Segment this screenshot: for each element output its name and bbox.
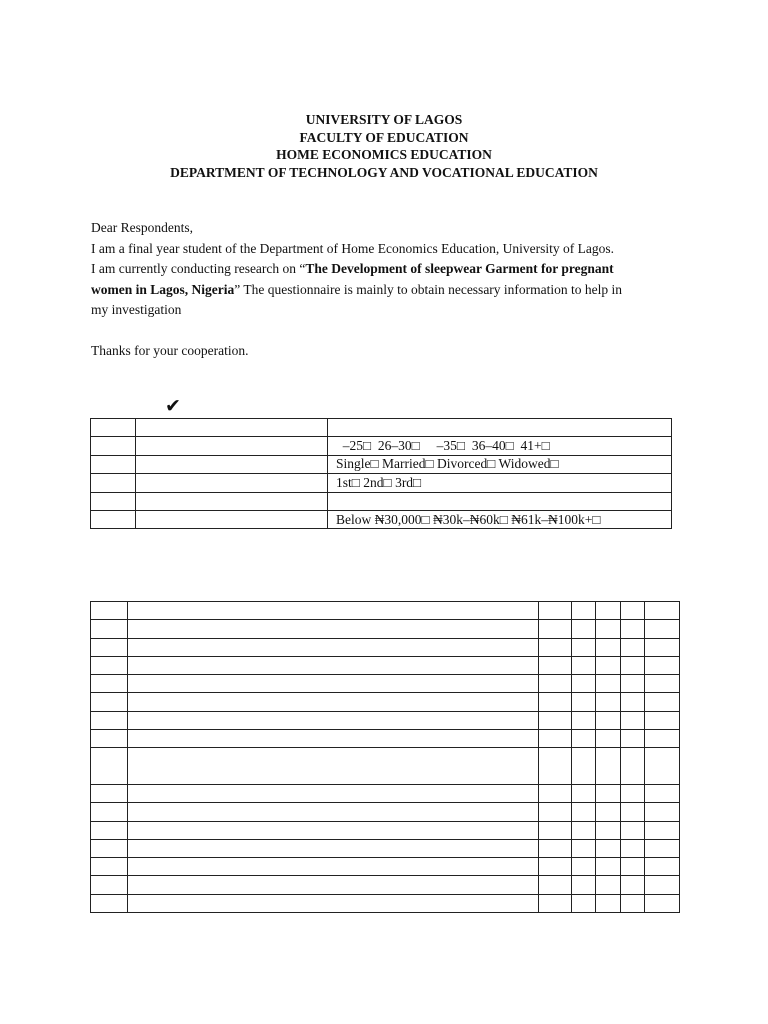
rating-cell[interactable] bbox=[596, 656, 621, 674]
rating-cell[interactable] bbox=[621, 656, 645, 674]
rating-cell[interactable] bbox=[539, 711, 572, 729]
faculty-name: FACULTY OF EDUCATION bbox=[299, 129, 469, 145]
table-row bbox=[91, 455, 672, 473]
table-cell bbox=[128, 748, 539, 785]
rating-cell[interactable] bbox=[645, 602, 680, 620]
table-cell bbox=[128, 711, 539, 729]
rating-cell[interactable] bbox=[596, 821, 621, 839]
rating-cell[interactable] bbox=[645, 858, 680, 876]
table-cell bbox=[128, 858, 539, 876]
table-row bbox=[91, 803, 680, 821]
table-cell bbox=[91, 803, 128, 821]
table-row bbox=[91, 711, 680, 729]
table-cell bbox=[128, 876, 539, 894]
rating-cell[interactable] bbox=[572, 876, 596, 894]
rating-cell[interactable] bbox=[539, 748, 572, 785]
table-cell bbox=[91, 876, 128, 894]
program-name: HOME ECONOMICS EDUCATION bbox=[276, 147, 492, 162]
table-cell bbox=[91, 510, 136, 528]
rating-cell[interactable] bbox=[621, 858, 645, 876]
rating-cell[interactable] bbox=[645, 803, 680, 821]
rating-cell[interactable] bbox=[572, 748, 596, 785]
rating-cell[interactable] bbox=[596, 839, 621, 857]
rating-cell[interactable] bbox=[596, 638, 621, 656]
rating-cell[interactable] bbox=[645, 675, 680, 693]
rating-cell[interactable] bbox=[572, 620, 596, 638]
rating-cell[interactable] bbox=[596, 693, 621, 711]
table-cell bbox=[128, 620, 539, 638]
rating-cell[interactable] bbox=[621, 784, 645, 802]
checkmark-icon: ✔ bbox=[165, 395, 181, 417]
rating-cell[interactable] bbox=[645, 620, 680, 638]
income-options-cell[interactable]: Below ₦30,000□ ₦30k–₦60k□ ₦61k–₦100k+□ bbox=[328, 510, 672, 528]
demographics-table bbox=[90, 418, 672, 529]
table-cell bbox=[91, 492, 136, 510]
document-header bbox=[0, 111, 768, 181]
rating-cell[interactable] bbox=[596, 784, 621, 802]
rating-cell[interactable] bbox=[645, 693, 680, 711]
table-cell bbox=[91, 419, 136, 437]
table-row bbox=[91, 748, 680, 785]
rating-cell[interactable] bbox=[572, 839, 596, 857]
options-cell[interactable] bbox=[328, 419, 672, 437]
salutation: Dear Respondents, bbox=[91, 220, 193, 235]
table-cell bbox=[91, 656, 128, 674]
table-cell bbox=[128, 839, 539, 857]
table-cell bbox=[91, 748, 128, 785]
table-row bbox=[91, 638, 680, 656]
paragraph-gap bbox=[91, 321, 691, 342]
rating-cell[interactable] bbox=[596, 711, 621, 729]
rating-cell[interactable] bbox=[621, 876, 645, 894]
rating-cell[interactable] bbox=[621, 711, 645, 729]
table-cell bbox=[91, 858, 128, 876]
rating-cell[interactable] bbox=[596, 748, 621, 785]
letter-line: my investigation bbox=[91, 302, 182, 317]
table-row bbox=[91, 675, 680, 693]
table-cell bbox=[128, 894, 539, 912]
research-title-cont: women in Lagos, Nigeria bbox=[91, 281, 235, 297]
rating-cell[interactable] bbox=[645, 656, 680, 674]
rating-cell[interactable] bbox=[621, 693, 645, 711]
rating-cell[interactable] bbox=[621, 803, 645, 821]
table-cell bbox=[128, 821, 539, 839]
rating-cell[interactable] bbox=[596, 803, 621, 821]
cover-letter bbox=[91, 218, 691, 362]
marital-status-options-cell[interactable]: Single□ Married□ Divorced□ Widowed□ bbox=[328, 455, 672, 473]
rating-cell[interactable] bbox=[572, 711, 596, 729]
rating-cell[interactable] bbox=[539, 784, 572, 802]
rating-cell[interactable] bbox=[572, 894, 596, 912]
table-cell bbox=[128, 693, 539, 711]
rating-cell[interactable] bbox=[572, 730, 596, 748]
options-cell[interactable] bbox=[328, 492, 672, 510]
department-name: DEPARTMENT OF TECHNOLOGY AND VOCATIONAL EDUCATION bbox=[170, 164, 598, 180]
table-cell bbox=[91, 620, 128, 638]
table-cell bbox=[136, 455, 328, 473]
table-cell bbox=[91, 711, 128, 729]
rating-cell[interactable] bbox=[539, 602, 572, 620]
rating-cell[interactable] bbox=[572, 784, 596, 802]
table-row bbox=[91, 437, 672, 455]
rating-cell[interactable] bbox=[621, 638, 645, 656]
rating-cell[interactable] bbox=[539, 839, 572, 857]
rating-cell[interactable] bbox=[596, 675, 621, 693]
rating-cell[interactable] bbox=[539, 858, 572, 876]
table-cell bbox=[128, 602, 539, 620]
rating-cell[interactable] bbox=[621, 730, 645, 748]
trimester-options-cell[interactable]: 1st□ 2nd□ 3rd□ bbox=[328, 474, 672, 492]
rating-cell[interactable] bbox=[572, 821, 596, 839]
survey-table bbox=[90, 601, 680, 913]
table-cell bbox=[91, 894, 128, 912]
rating-cell[interactable] bbox=[645, 839, 680, 857]
table-row bbox=[91, 821, 680, 839]
table-cell bbox=[128, 784, 539, 802]
table-cell bbox=[91, 602, 128, 620]
rating-cell[interactable] bbox=[621, 675, 645, 693]
rating-cell[interactable] bbox=[572, 803, 596, 821]
table-cell bbox=[136, 437, 328, 455]
research-title: The Development of sleepwear Garment for pregnant bbox=[305, 261, 614, 276]
table-cell bbox=[91, 730, 128, 748]
table-row bbox=[91, 730, 680, 748]
table-cell bbox=[128, 803, 539, 821]
rating-cell[interactable] bbox=[539, 894, 572, 912]
rating-cell[interactable] bbox=[539, 638, 572, 656]
rating-cell[interactable] bbox=[645, 711, 680, 729]
rating-cell[interactable] bbox=[539, 803, 572, 821]
table-row bbox=[91, 474, 672, 492]
rating-cell[interactable] bbox=[572, 602, 596, 620]
table-cell bbox=[91, 693, 128, 711]
rating-cell[interactable] bbox=[596, 602, 621, 620]
rating-cell[interactable] bbox=[621, 602, 645, 620]
table-cell bbox=[136, 419, 328, 437]
rating-cell[interactable] bbox=[539, 876, 572, 894]
rating-cell[interactable] bbox=[539, 821, 572, 839]
table-cell bbox=[128, 656, 539, 674]
rating-cell[interactable] bbox=[572, 858, 596, 876]
table-cell bbox=[136, 492, 328, 510]
table-row bbox=[91, 858, 680, 876]
table-cell bbox=[128, 730, 539, 748]
table-cell bbox=[91, 455, 136, 473]
rating-cell[interactable] bbox=[596, 858, 621, 876]
table-cell bbox=[91, 784, 128, 802]
rating-cell[interactable] bbox=[645, 748, 680, 785]
table-cell bbox=[91, 638, 128, 656]
table-row bbox=[91, 784, 680, 802]
rating-cell[interactable] bbox=[645, 730, 680, 748]
table-row bbox=[91, 693, 680, 711]
rating-cell[interactable] bbox=[596, 620, 621, 638]
rating-cell[interactable] bbox=[539, 620, 572, 638]
table-row bbox=[91, 419, 672, 437]
table-row bbox=[91, 894, 680, 912]
rating-cell[interactable] bbox=[572, 693, 596, 711]
rating-cell[interactable] bbox=[621, 839, 645, 857]
university-name: UNIVERSITY OF LAGOS bbox=[305, 112, 463, 127]
rating-cell[interactable] bbox=[572, 675, 596, 693]
table-cell bbox=[91, 675, 128, 693]
table-cell bbox=[128, 675, 539, 693]
rating-cell[interactable] bbox=[539, 730, 572, 748]
rating-cell[interactable] bbox=[645, 876, 680, 894]
letter-line bbox=[91, 280, 691, 301]
rating-cell[interactable] bbox=[596, 894, 621, 912]
table-row bbox=[91, 602, 680, 620]
rating-cell[interactable] bbox=[572, 656, 596, 674]
table-cell bbox=[136, 474, 328, 492]
rating-cell[interactable] bbox=[621, 620, 645, 638]
table-cell bbox=[91, 437, 136, 455]
rating-cell[interactable] bbox=[645, 821, 680, 839]
closing-line: Thanks for your cooperation. bbox=[91, 343, 249, 358]
rating-cell[interactable] bbox=[539, 656, 572, 674]
rating-cell[interactable] bbox=[645, 784, 680, 802]
table-row bbox=[91, 492, 672, 510]
table-row bbox=[91, 656, 680, 674]
rating-cell[interactable] bbox=[572, 638, 596, 656]
table-cell bbox=[136, 510, 328, 528]
table-cell bbox=[91, 839, 128, 857]
table-row bbox=[91, 876, 680, 894]
letter-text: I am currently conducting research on “ bbox=[91, 261, 306, 276]
rating-cell[interactable] bbox=[539, 693, 572, 711]
rating-cell[interactable] bbox=[539, 675, 572, 693]
age-options-cell[interactable]: –25□ 26–30□ –35□ 36–40□ 41+□ bbox=[328, 437, 672, 455]
table-row bbox=[91, 620, 680, 638]
rating-cell[interactable] bbox=[621, 821, 645, 839]
rating-cell[interactable] bbox=[596, 876, 621, 894]
letter-line bbox=[91, 259, 691, 280]
rating-cell[interactable] bbox=[621, 748, 645, 785]
rating-cell[interactable] bbox=[645, 894, 680, 912]
rating-cell[interactable] bbox=[645, 638, 680, 656]
table-cell bbox=[91, 821, 128, 839]
table-row bbox=[91, 510, 672, 528]
rating-cell[interactable] bbox=[621, 894, 645, 912]
rating-cell[interactable] bbox=[596, 730, 621, 748]
letter-line: I am a final year student of the Department of Home Economics Education, University of Lagos. bbox=[91, 240, 614, 256]
letter-text: ” The questionnaire is mainly to obtain necessary information to help in bbox=[234, 281, 623, 297]
table-cell bbox=[128, 638, 539, 656]
table-cell bbox=[91, 474, 136, 492]
table-row bbox=[91, 839, 680, 857]
